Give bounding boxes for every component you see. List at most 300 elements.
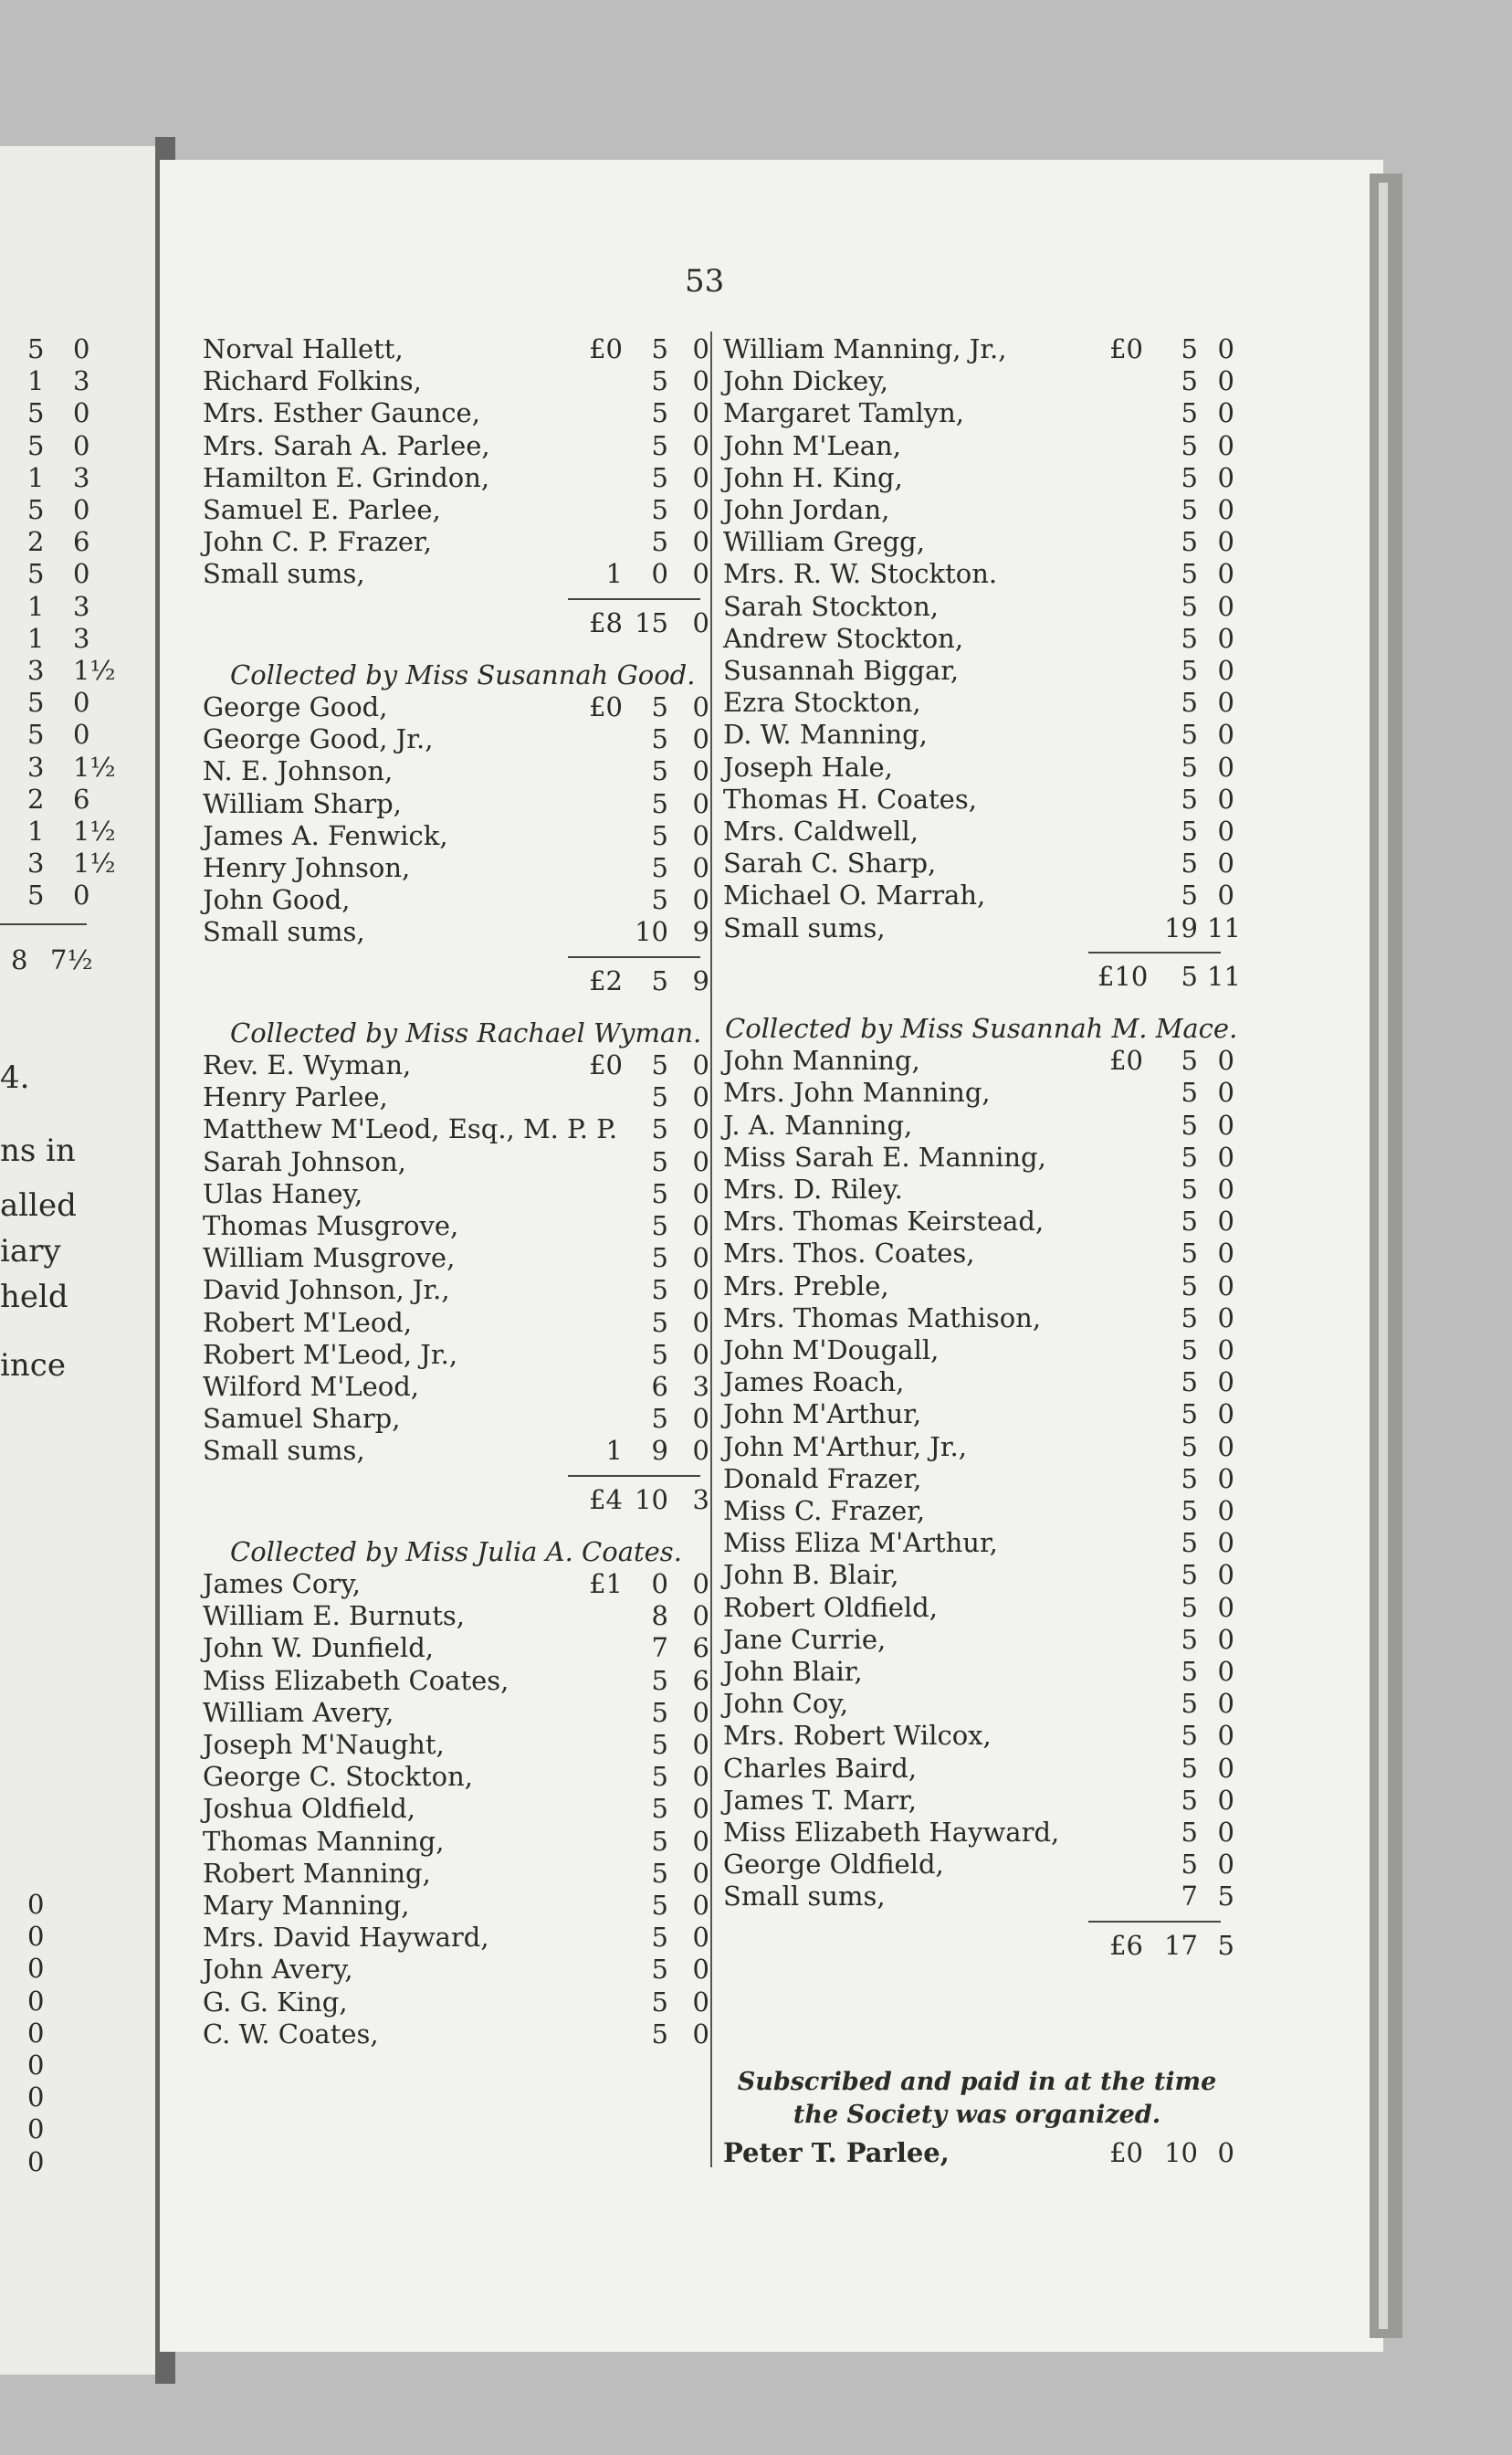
amount-pence: 0 (692, 1954, 709, 1986)
entry-row (723, 494, 1234, 526)
amount-shillings: 5 (1181, 1462, 1198, 1494)
entry-row (203, 1306, 709, 1339)
amount-pence: 0 (1217, 1045, 1234, 1077)
amount-shillings: 5 (651, 1954, 668, 1986)
entry-name: Miss Sarah E. Manning, (723, 1141, 1046, 1173)
entry-row (203, 723, 709, 755)
entry-name: Mrs. Sarah A. Parlee, (203, 429, 490, 461)
entry-name: Hamilton E. Grindon, (203, 461, 490, 493)
left-amount-row (0, 944, 155, 976)
entry-name: Robert M'Leod, (203, 1306, 413, 1338)
total-row (723, 960, 1241, 993)
amount-pence: 3 (692, 1483, 709, 1515)
left-amount-zero: 0 (27, 2081, 45, 2113)
entry-row (723, 1527, 1234, 1559)
left-text-fragment: ince (0, 1347, 66, 1384)
amount-pence: 0 (692, 787, 709, 819)
entry-name: Mrs. David Hayward, (203, 1922, 489, 1954)
amount-shillings: 5 (651, 1210, 668, 1241)
amount-pounds: £0 (1109, 333, 1143, 364)
amount-shillings: 5 (651, 852, 668, 883)
amount-pence: 0 (692, 526, 709, 558)
amount-pence: 0 (1217, 1591, 1234, 1623)
entry-row (723, 1720, 1234, 1752)
left-amount-c: 3 (73, 365, 90, 397)
amount-pence: 0 (692, 1049, 709, 1080)
amount-shillings: 0 (651, 1568, 668, 1599)
amount-shillings: 5 (1181, 397, 1198, 429)
amount-pence: 0 (692, 1435, 709, 1467)
left-amount-b: 5 (27, 397, 45, 429)
amount-shillings: 5 (651, 1242, 668, 1274)
amount-pounds: £0 (589, 1049, 623, 1080)
entry-row (723, 1206, 1234, 1238)
left-amount-b: 5 (27, 333, 45, 364)
amount-shillings: 5 (1181, 1141, 1198, 1173)
left-amount-c: 0 (73, 880, 90, 911)
entry-row (203, 1242, 709, 1274)
amount-pence: 0 (692, 884, 709, 916)
entry-row (203, 852, 709, 884)
entry-name: Sarah C. Sharp, (723, 848, 937, 880)
amount-shillings: 5 (1181, 1688, 1198, 1720)
collector-heading: Collected by Miss Rachael Wyman. (230, 1017, 702, 1048)
entry-row (203, 494, 709, 526)
amount-shillings: 5 (651, 494, 668, 525)
entry-name: Thomas Musgrove, (203, 1210, 459, 1241)
entry-row (723, 816, 1234, 848)
entry-row (723, 622, 1234, 655)
entry-row (723, 719, 1234, 751)
left-amount-row (0, 462, 155, 494)
entry-row (203, 333, 709, 365)
entry-row (723, 1141, 1234, 1174)
left-amount-row (0, 623, 155, 655)
amount-shillings: 5 (1181, 1591, 1198, 1623)
amount-shillings: 5 (1181, 1495, 1198, 1526)
entry-name: John Coy, (723, 1688, 849, 1720)
sum-rule (568, 956, 700, 958)
entry-row (203, 1274, 709, 1306)
entry-row (203, 365, 709, 397)
amount-shillings: 5 (1181, 526, 1198, 558)
left-amount-row (0, 591, 155, 623)
entry-row (203, 526, 709, 558)
left-amount-zero: 0 (27, 2145, 45, 2177)
entry-name: James T. Marr, (723, 1784, 917, 1816)
entry-name: Mrs. Thomas Mathison, (723, 1301, 1042, 1333)
amount-pence: 6 (692, 1664, 709, 1696)
amount-pence: 0 (692, 1403, 709, 1435)
entry-row (723, 1270, 1234, 1302)
amount-shillings: 17 (1164, 1929, 1198, 1961)
sum-rule (1088, 952, 1221, 954)
amount-shillings: 5 (1181, 1720, 1198, 1752)
entry-row (203, 429, 709, 462)
left-amount-c: 1½ (73, 751, 116, 783)
amount-pence: 0 (692, 819, 709, 851)
entry-name: Thomas H. Coates, (723, 783, 977, 815)
entry-name: G. G. King, (203, 1986, 348, 2018)
amount-shillings: 5 (1181, 494, 1198, 525)
amount-pence: 0 (692, 606, 709, 638)
entry-row (203, 1403, 709, 1435)
amount-shillings: 5 (1181, 1301, 1198, 1333)
amount-shillings: 5 (1181, 880, 1198, 911)
amount-shillings: 5 (1181, 687, 1198, 719)
entry-name: John M'Arthur, Jr., (723, 1430, 967, 1462)
entry-name: John B. Blair, (723, 1559, 899, 1591)
amount-pence: 0 (1217, 1849, 1234, 1881)
amount-pence: 0 (1217, 1238, 1234, 1270)
amount-shillings: 5 (1181, 365, 1198, 397)
amount-pence: 0 (1217, 429, 1234, 461)
entry-name: Mrs. R. W. Stockton. (723, 558, 998, 590)
amount-pounds: £6 (1109, 1929, 1143, 1961)
amount-shillings: 5 (651, 884, 668, 916)
entry-name: Mrs. Thomas Keirstead, (723, 1206, 1045, 1238)
amount-shillings: 5 (651, 397, 668, 429)
entry-name: Small sums, (203, 916, 365, 948)
amount-pence: 0 (1217, 783, 1234, 815)
amount-shillings: 0 (651, 558, 668, 590)
amount-pence: 0 (692, 429, 709, 461)
entry-name: John Avery, (203, 1954, 353, 1986)
amount-shillings: 5 (651, 1696, 668, 1728)
amount-pence: 0 (692, 723, 709, 755)
entry-name: Mrs. Preble, (723, 1270, 889, 1301)
amount-shillings: 5 (1181, 848, 1198, 880)
entry-row (203, 1338, 709, 1371)
amount-shillings: 5 (651, 1306, 668, 1338)
entry-name: William Manning, Jr., (723, 333, 1007, 364)
amount-pence: 0 (1217, 1141, 1234, 1173)
entry-row (723, 1656, 1234, 1688)
amount-pence: 0 (692, 1145, 709, 1177)
left-amount-row (0, 430, 155, 462)
left-amount-c: 0 (73, 494, 90, 525)
left-amount-b: 5 (27, 687, 45, 719)
entry-row (723, 1849, 1234, 1881)
entry-name: Henry Parlee, (203, 1081, 388, 1113)
entry-row (203, 1922, 709, 1954)
left-amount-b: 2 (27, 526, 45, 558)
left-amount-row (0, 719, 155, 751)
entry-name: Margaret Tamlyn, (723, 397, 965, 429)
amount-shillings: 5 (651, 1761, 668, 1793)
amount-pence: 0 (1217, 848, 1234, 880)
left-amount-row (0, 816, 155, 848)
entry-row (723, 526, 1234, 558)
entry-name: George Oldfield, (723, 1849, 944, 1881)
entry-name: Mrs. Esther Gaunce, (203, 397, 480, 429)
amount-shillings: 5 (1181, 1430, 1198, 1462)
amount-shillings: 5 (651, 1986, 668, 2018)
amount-pounds: £0 (1109, 1045, 1143, 1077)
left-amount-zero: 0 (27, 1921, 45, 1953)
entry-name: Mary Manning, (203, 1890, 410, 1921)
amount-pence: 0 (692, 1568, 709, 1599)
amount-pence: 0 (1217, 333, 1234, 364)
amount-shillings: 5 (651, 1890, 668, 1921)
left-amount-c: 3 (73, 461, 90, 493)
entry-row (203, 1986, 709, 2018)
amount-shillings: 5 (651, 1274, 668, 1306)
amount-pounds: £0 (589, 691, 623, 722)
amount-pence: 0 (692, 1825, 709, 1857)
amount-pence: 0 (1217, 1688, 1234, 1720)
entry-row (723, 655, 1234, 687)
amount-shillings: 10 (1164, 2137, 1198, 2168)
entry-row (723, 1784, 1234, 1817)
amount-pence: 0 (1217, 1752, 1234, 1784)
amount-pence: 9 (692, 964, 709, 996)
entry-row (723, 1077, 1234, 1109)
amount-pence: 0 (692, 1081, 709, 1113)
entry-name: James Cory, (203, 1568, 361, 1599)
left-amount-b: 7½ (50, 943, 93, 975)
amount-pence: 0 (692, 1177, 709, 1209)
amount-pence: 0 (1217, 1720, 1234, 1752)
amount-pence: 0 (692, 852, 709, 883)
left-amount-c: 0 (73, 558, 90, 590)
amount-shillings: 5 (651, 964, 668, 996)
entry-row (203, 461, 709, 494)
left-amount-row (0, 848, 155, 880)
entry-name: Michael O. Marrah, (723, 880, 986, 911)
entry-name: James A. Fenwick, (203, 819, 448, 851)
amount-shillings: 7 (1181, 1881, 1198, 1912)
amount-shillings: 5 (651, 755, 668, 787)
amount-pence: 0 (1217, 622, 1234, 654)
amount-shillings: 5 (1181, 333, 1198, 364)
entry-name: James Roach, (723, 1366, 905, 1398)
entry-row (203, 755, 709, 787)
amount-pounds: £10 (1097, 960, 1149, 992)
amount-shillings: 10 (635, 1483, 668, 1515)
entry-row (203, 1890, 709, 1922)
amount-shillings: 5 (651, 1729, 668, 1760)
left-amount-c: 0 (73, 429, 90, 461)
amount-pence: 0 (1217, 2137, 1234, 2168)
amount-pence: 0 (1217, 1109, 1234, 1141)
left-amount-c: 1½ (73, 816, 116, 847)
entry-row (723, 397, 1234, 429)
amount-pence: 0 (1217, 558, 1234, 590)
entry-row (203, 884, 709, 916)
left-amount-c: 0 (73, 687, 90, 719)
entry-row (723, 333, 1234, 365)
amount-shillings: 5 (1181, 622, 1198, 654)
entry-name: Miss C. Frazer, (723, 1495, 926, 1526)
entry-row (723, 1334, 1234, 1366)
amount-pence: 0 (1217, 461, 1234, 493)
amount-pence: 0 (1217, 1784, 1234, 1816)
entry-row (203, 1210, 709, 1242)
entry-row (723, 1688, 1234, 1720)
amount-pounds: £2 (589, 964, 623, 996)
left-sum-rule (0, 923, 87, 925)
entry-name: Small sums, (203, 1435, 365, 1467)
entry-row (723, 1752, 1234, 1785)
entry-row (203, 1435, 709, 1467)
collector-heading: Collected by Miss Susannah M. Mace. (725, 1013, 1238, 1044)
amount-shillings: 5 (1181, 751, 1198, 783)
sum-rule (568, 1475, 700, 1477)
left-text-fragment: alled (0, 1187, 77, 1224)
amount-shillings: 5 (1181, 590, 1198, 622)
subscribed-note: Subscribed and paid in at the time the Society was organized. (737, 2068, 1217, 2129)
amount-shillings: 5 (1181, 1849, 1198, 1881)
amount-pence: 0 (1217, 1559, 1234, 1591)
amount-pence: 0 (1217, 494, 1234, 525)
entry-name: Mrs. Thos. Coates, (723, 1238, 975, 1270)
amount-shillings: 5 (1181, 719, 1198, 751)
page-number: 53 (685, 263, 725, 300)
entry-row (203, 1081, 709, 1113)
amount-pence: 0 (1217, 1077, 1234, 1109)
entry-row (723, 1301, 1234, 1334)
entry-name: Norval Hallett, (203, 333, 404, 364)
amount-pence: 11 (1207, 960, 1241, 992)
entry-row (203, 1568, 709, 1600)
left-amount-zero: 0 (27, 1953, 45, 1985)
entry-row (723, 848, 1234, 880)
entry-name: C. W. Coates, (203, 2018, 379, 2049)
entry-name: Robert Oldfield, (723, 1591, 938, 1623)
entry-row (723, 558, 1234, 590)
amount-pence: 5 (1217, 1881, 1234, 1912)
amount-shillings: 9 (651, 1435, 668, 1467)
amount-pence: 0 (1217, 1398, 1234, 1430)
amount-shillings: 5 (1181, 558, 1198, 590)
sum-rule (1088, 1921, 1221, 1923)
amount-shillings: 5 (651, 1081, 668, 1113)
entry-row (723, 1623, 1234, 1656)
amount-pence: 0 (1217, 1430, 1234, 1462)
amount-shillings: 5 (651, 691, 668, 722)
entry-name: William Gregg, (723, 526, 925, 558)
entry-row (203, 691, 709, 723)
amount-shillings: 5 (1181, 816, 1198, 847)
amount-shillings: 5 (651, 1113, 668, 1145)
amount-pence: 0 (692, 1306, 709, 1338)
entry-name: Jane Currie, (723, 1623, 887, 1655)
amount-shillings: 5 (1181, 1752, 1198, 1784)
amount-shillings: 5 (1181, 1270, 1198, 1301)
amount-pounds: 1 (605, 1435, 623, 1467)
left-amount-row (0, 880, 155, 911)
entry-row (203, 916, 709, 948)
entry-name: John Good, (203, 884, 351, 916)
left-amount-c: 6 (73, 783, 90, 815)
entry-row (723, 880, 1234, 911)
left-amount-row (0, 687, 155, 719)
amount-shillings: 5 (1181, 1045, 1198, 1077)
amount-shillings: 5 (651, 1338, 668, 1370)
entry-name: William Avery, (203, 1696, 394, 1728)
left-amount-c: 1½ (73, 848, 116, 880)
entry-row (723, 1881, 1234, 1912)
left-amount-row (0, 494, 155, 526)
amount-shillings: 5 (651, 1922, 668, 1954)
left-amount-c: 0 (73, 719, 90, 751)
entry-name: Donald Frazer, (723, 1462, 922, 1494)
amount-shillings: 5 (651, 1664, 668, 1696)
total-row (203, 1483, 709, 1516)
amount-shillings: 5 (1181, 1656, 1198, 1687)
left-amount-zero: 0 (27, 1985, 45, 2017)
amount-pence: 0 (692, 1210, 709, 1241)
entry-name: John M'Arthur, (723, 1398, 922, 1430)
entry-row (723, 1817, 1234, 1849)
entry-name: D. W. Manning, (723, 719, 928, 751)
amount-pence: 0 (1217, 719, 1234, 751)
amount-shillings: 19 (1164, 911, 1198, 943)
left-amount-b: 5 (27, 558, 45, 590)
entry-name: David Johnson, Jr., (203, 1274, 450, 1306)
amount-shillings: 5 (651, 526, 668, 558)
left-amount-zero: 0 (27, 1889, 45, 1920)
entry-row (203, 1145, 709, 1178)
entry-row (723, 911, 1241, 944)
entry-name: Richard Folkins, (203, 365, 422, 397)
entry-name: Peter T. Parlee, (723, 2137, 950, 2168)
amount-pence: 0 (1217, 816, 1234, 847)
amount-shillings: 5 (651, 1825, 668, 1857)
left-amount-b: 1 (27, 365, 45, 397)
entry-name: Joshua Oldfield, (203, 1793, 416, 1825)
left-amount-zero: 0 (27, 2113, 45, 2145)
amount-shillings: 5 (1181, 655, 1198, 686)
amount-shillings: 5 (651, 461, 668, 493)
left-amount-b: 5 (27, 880, 45, 911)
left-amount-c: 1½ (73, 655, 116, 686)
amount-pence: 0 (692, 1729, 709, 1760)
left-text-fragment: ns in (0, 1133, 76, 1169)
left-amount-b: 5 (27, 719, 45, 751)
left-text-fragment: iary (0, 1233, 61, 1270)
page-edge-highlight (1379, 183, 1388, 2329)
entry-row (203, 558, 709, 590)
left-amount-zero: 0 (27, 2049, 45, 2081)
amount-pence: 0 (1217, 1495, 1234, 1526)
amount-pounds: £4 (589, 1483, 623, 1515)
entry-row (203, 1696, 709, 1729)
amount-shillings: 5 (651, 429, 668, 461)
entry-row (723, 461, 1234, 494)
amount-pence: 9 (692, 916, 709, 948)
entry-name: Matthew M'Leod, Esq., M. P. P. (203, 1113, 618, 1145)
amount-pence: 0 (1217, 1366, 1234, 1398)
entry-name: John W. Dunfield, (203, 1632, 434, 1664)
entry-row (203, 1632, 709, 1664)
entry-name: George Good, Jr., (203, 723, 434, 755)
left-amount-c: 0 (73, 397, 90, 429)
left-amount-row (0, 655, 155, 687)
amount-pence: 0 (692, 1793, 709, 1825)
left-text-fragment: held (0, 1279, 68, 1315)
amount-pence: 3 (692, 1371, 709, 1402)
entry-name: Sarah Johnson, (203, 1145, 406, 1177)
entry-name: John Manning, (723, 1045, 920, 1077)
amount-pence: 0 (1217, 590, 1234, 622)
entry-row (203, 1600, 709, 1632)
amount-shillings: 5 (651, 333, 668, 364)
entry-row (203, 1049, 709, 1081)
entry-name: George Good, (203, 691, 388, 722)
amount-pence: 0 (1217, 880, 1234, 911)
